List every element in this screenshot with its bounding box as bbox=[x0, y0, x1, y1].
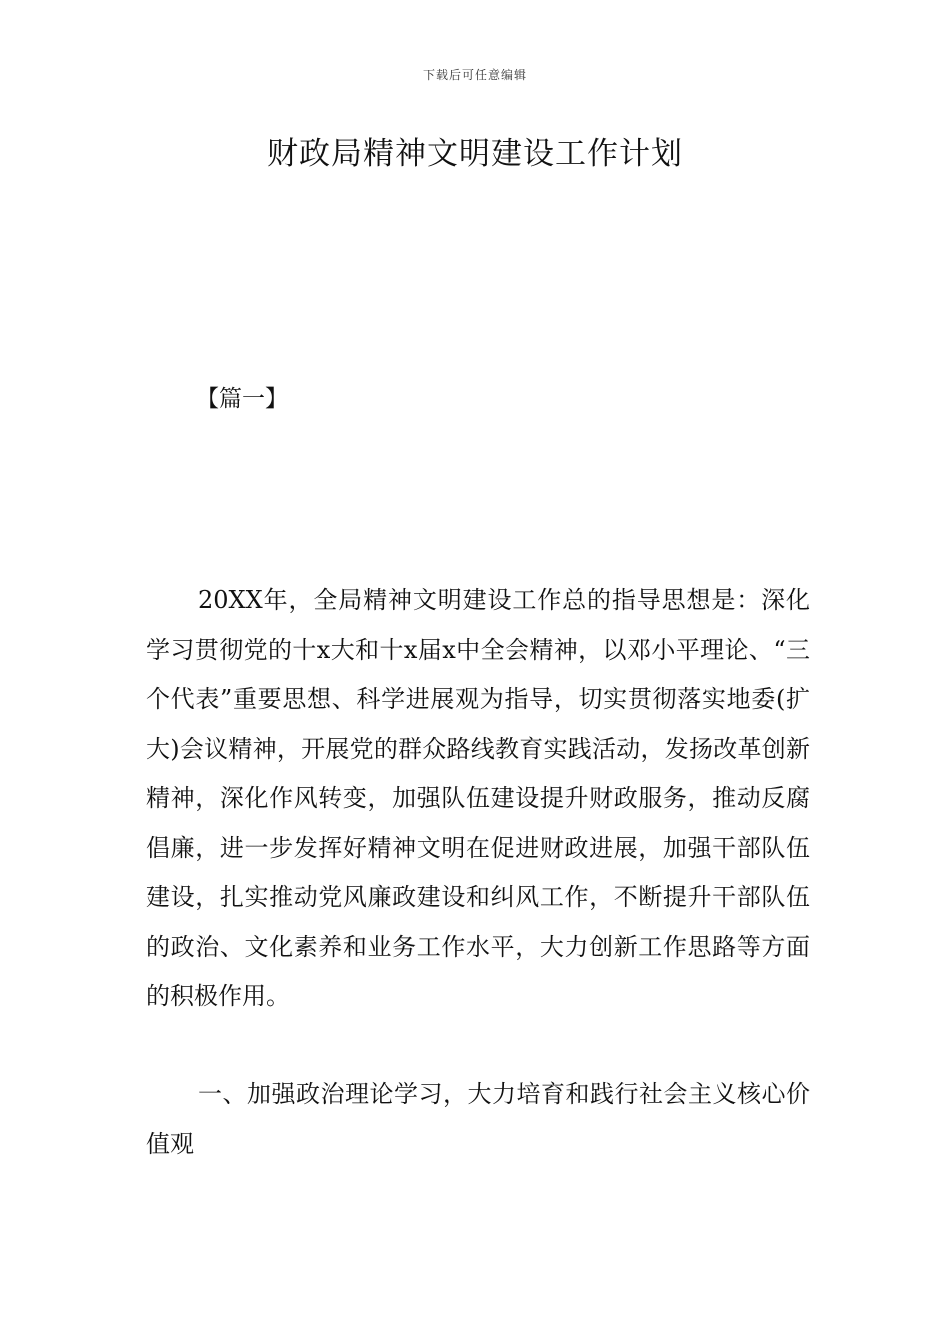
section-label: 【篇一】 bbox=[196, 386, 288, 412]
body-paragraph: 20XX年，全局精神文明建设工作总的指导思想是：深化学习贯彻党的十x大和十x届x中全会精神，以邓小平理论、“三个代表”重要思想、科学进展观为指导，切实贯彻落实地委(扩大)会议精神，开展党的群众路线教育实践活动，发扬改革创新精神，深化作风转变，加强队伍建设提升财政服务，推动反腐倡廉，进一步发挥好精神文明在促进财政进展，加强干部队伍建设，扎实推动党风廉政建设和纠风工作，不断提升干部队伍的政治、文化素养和业务工作水平，大力创新工作思路等方面的积极作用。 bbox=[146, 586, 810, 1010]
document-title: 财政局精神文明建设工作计划 bbox=[267, 136, 683, 172]
section-heading-paragraph: 一、加强政治理论学习，大力培育和践行社会主义核心价值观 bbox=[146, 1080, 810, 1158]
header-note: 下载后可任意编辑 bbox=[422, 68, 527, 82]
